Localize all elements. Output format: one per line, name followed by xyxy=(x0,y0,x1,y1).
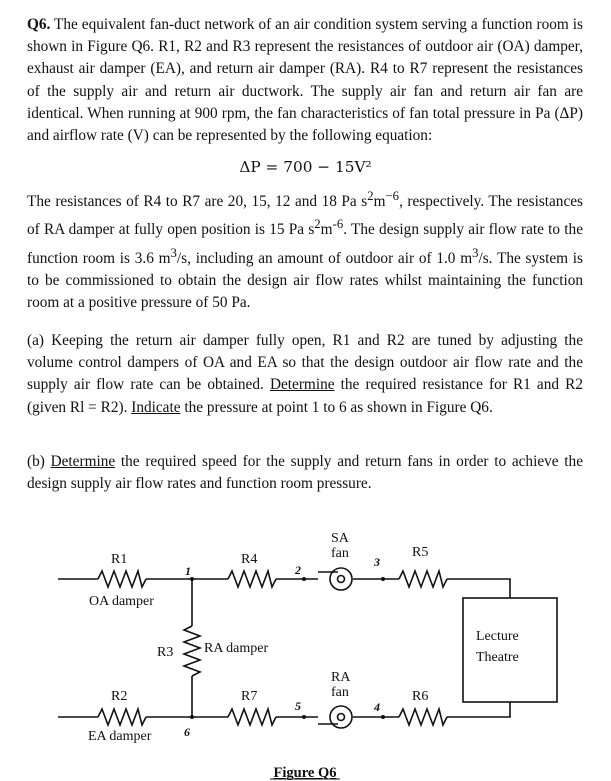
sa-fan-hub xyxy=(338,576,345,583)
label-r2: R2 xyxy=(111,689,128,704)
junction-4 xyxy=(381,715,385,719)
label-ea-damper: EA damper xyxy=(88,729,152,744)
part-a: (a) Keeping the return air damper fully open, R1 and R2 are tuned by adjusting the volume control dampers of OA and EA so that the design outdoor air flow rate and the supply air flow rate can be obtained. Determine the required resistance for R1 and R2 (given Rl = R2). Indicate the pressure at point 1 to 6 as shown in Figure Q6. xyxy=(27,332,583,416)
part-b: (b) Determine the required speed for the supply and return fans in order to achieve the design supply air flow rates and function room pressure. xyxy=(27,453,583,493)
label-r6: R6 xyxy=(412,689,429,704)
figure-caption: Figure Q6 xyxy=(273,765,337,781)
label-p6: 6 xyxy=(184,725,190,739)
r7-resistor xyxy=(228,709,276,725)
fan-equation: ΔP = 700 − 15V² xyxy=(239,158,372,176)
r4-resistor xyxy=(228,571,276,587)
label-r7: R7 xyxy=(241,689,258,704)
label-r1: R1 xyxy=(111,552,128,567)
sa-fan-circle xyxy=(330,568,352,590)
r6-resistor xyxy=(399,709,447,725)
label-ra-fan: fan xyxy=(331,685,349,700)
junction-6 xyxy=(190,715,194,719)
question-intro: Q6. The equivalent fan-duct network of an air condition system serving a function room is shown in Figure Q6. R1, R2 and R3 represent the resistances of outdoor air (OA) damper, exhaust air damper (EA), and return air damper (RA). R4 to R7 represent the resistances of the supply air and return air ductwork. The supply air fan and return air fan are identical. When running at 900 rpm, the fan characteristics of fan total pressure in Pa (ΔP) and airflow rate (V) can be represented by the following equation: xyxy=(27,16,583,145)
junction-3 xyxy=(381,577,385,581)
label-oa-damper: OA damper xyxy=(89,594,154,609)
label-r3: R3 xyxy=(157,645,174,660)
label-ra: RA xyxy=(331,670,351,685)
question-number: Q6. xyxy=(27,16,51,33)
label-r4: R4 xyxy=(241,552,258,567)
ra-fan-circle xyxy=(330,706,352,728)
label-sa-fan: fan xyxy=(331,546,349,561)
label-p5: 5 xyxy=(295,699,301,713)
junction-2 xyxy=(302,577,306,581)
r2-resistor xyxy=(98,709,146,725)
resistance-paragraph: The resistances of R4 to R7 are 20, 15, 12 and 18 Pa $s^2m^{-6}$, respectively. The resistances of RA damper at fully open position is 15 Pa $s^2m^{-6}$. The design supply air flow rate to the function room is 3.6 $m^3/s$, including an amount of outdoor air of 1.0 $m^3/s$. The system is to be commissioned to obtain the design air flow rates whilst maintaining the function room at a positive pressure of 50 Pa. xyxy=(27,189,583,312)
r1-resistor xyxy=(98,571,146,587)
label-p4: 4 xyxy=(374,700,380,714)
label-p1: 1 xyxy=(185,564,191,578)
r5-resistor xyxy=(399,571,447,587)
label-p2: 2 xyxy=(295,563,301,577)
label-p3: 3 xyxy=(374,555,380,569)
label-r5: R5 xyxy=(412,545,429,560)
label-room-2: Theatre xyxy=(476,650,519,665)
ra-fan-hub xyxy=(338,714,345,721)
junction-5 xyxy=(302,715,306,719)
label-sa: SA xyxy=(331,531,349,546)
label-ra-damper: RA damper xyxy=(204,641,269,656)
label-room-1: Lecture xyxy=(476,629,519,644)
r3-resistor xyxy=(184,626,200,676)
